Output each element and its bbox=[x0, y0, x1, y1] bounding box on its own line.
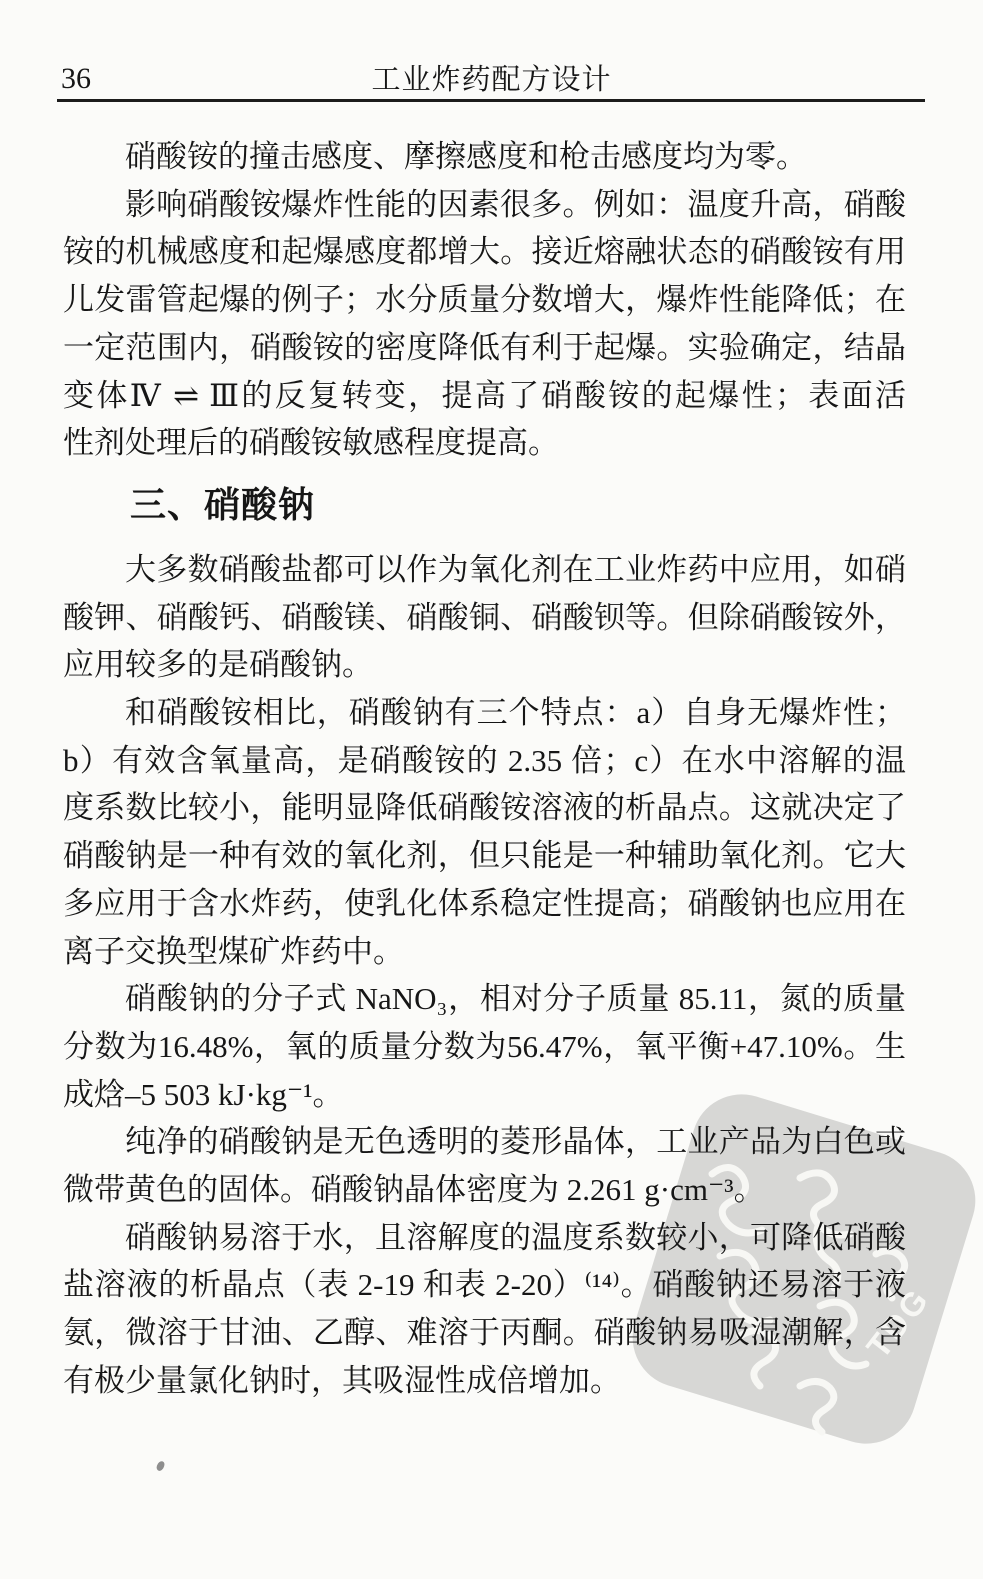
page-number: 36 bbox=[61, 62, 91, 95]
text-line: 硝酸钠的分子式 NaNO₃，相对分子质量 85.11，氮的质量 bbox=[125, 981, 906, 1017]
text-line: 硝酸钠是一种有效的氧化剂，但只能是一种辅助氧化剂。它大 bbox=[63, 838, 906, 874]
text-line: 变体Ⅳ ⇌ Ⅲ的反复转变，提高了硝酸铵的起爆性；表面活 bbox=[63, 377, 906, 413]
scan-speck bbox=[156, 1460, 166, 1472]
text-line: 度系数比较小，能明显降低硝酸铵溶液的析晶点。这就决定了 bbox=[63, 790, 906, 826]
text-line: 应用较多的是硝酸钠。 bbox=[63, 647, 373, 683]
header-rule bbox=[57, 99, 925, 102]
running-title: 工业炸药配方设计 bbox=[371, 64, 612, 96]
text-line: 成焓–5 503 kJ·kg⁻¹。 bbox=[63, 1076, 344, 1112]
text-line: 儿发雷管起爆的例子；水分质量分数增大，爆炸性能降低；在 bbox=[63, 282, 906, 318]
watermark-label: TDG bbox=[859, 1280, 938, 1366]
section-heading: 三、硝酸钠 bbox=[130, 483, 316, 525]
page-body bbox=[63, 133, 906, 1405]
text-line: 多应用于含水炸药，使乳化体系稳定性提高；硝酸钠也应用在 bbox=[63, 885, 906, 921]
text-line: 大多数硝酸盐都可以作为氧化剂在工业炸药中应用，如硝 bbox=[125, 551, 906, 587]
text-line: 离子交换型煤矿炸药中。 bbox=[63, 933, 404, 969]
text-line: 硝酸钠易溶于水，且溶解度的温度系数较小，可降低硝酸 bbox=[125, 1219, 906, 1255]
text-line: 硝酸铵的撞击感度、摩擦感度和枪击感度均为零。 bbox=[125, 139, 807, 174]
text-line: 酸钾、硝酸钙、硝酸镁、硝酸铜、硝酸钡等。但除硝酸铵外， bbox=[63, 599, 906, 635]
text-line: b）有效含氧量高，是硝酸铵的 2.35 倍；c）在水中溶解的温 bbox=[63, 742, 906, 778]
text-line: 一定范围内，硝酸铵的密度降低有利于起爆。实验确定，结晶 bbox=[63, 329, 906, 365]
text-line: 性剂处理后的硝酸铵敏感程度提高。 bbox=[63, 425, 559, 461]
text-line: 分数为16.48%，氧的质量分数为56.47%，氧平衡+47.10%。生 bbox=[63, 1028, 906, 1064]
text-line: 影响硝酸铵爆炸性能的因素很多。例如：温度升高，硝酸 bbox=[125, 186, 906, 222]
text-line: 和硝酸铵相比，硝酸钠有三个特点：a）自身无爆炸性； bbox=[125, 695, 906, 731]
text-line: 微带黄色的固体。硝酸钠晶体密度为 2.261 g·cm⁻³。 bbox=[63, 1172, 765, 1208]
text-line: 纯净的硝酸钠是无色透明的菱形晶体，工业产品为白色或 bbox=[125, 1124, 906, 1160]
text-line: 铵的机械感度和起爆感度都增大。接近熔融状态的硝酸铵有用 bbox=[63, 234, 906, 270]
text-line: 盐溶液的析晶点（表 2-19 和表 2-20）⁽¹⁴⁾。硝酸钠还易溶于液 bbox=[63, 1267, 906, 1303]
text-line: 有极少量氯化钠时，其吸湿性成倍增加。 bbox=[63, 1362, 621, 1398]
text-line: 氨，微溶于甘油、乙醇、难溶于丙酮。硝酸钠易吸湿潮解，含 bbox=[63, 1315, 906, 1351]
